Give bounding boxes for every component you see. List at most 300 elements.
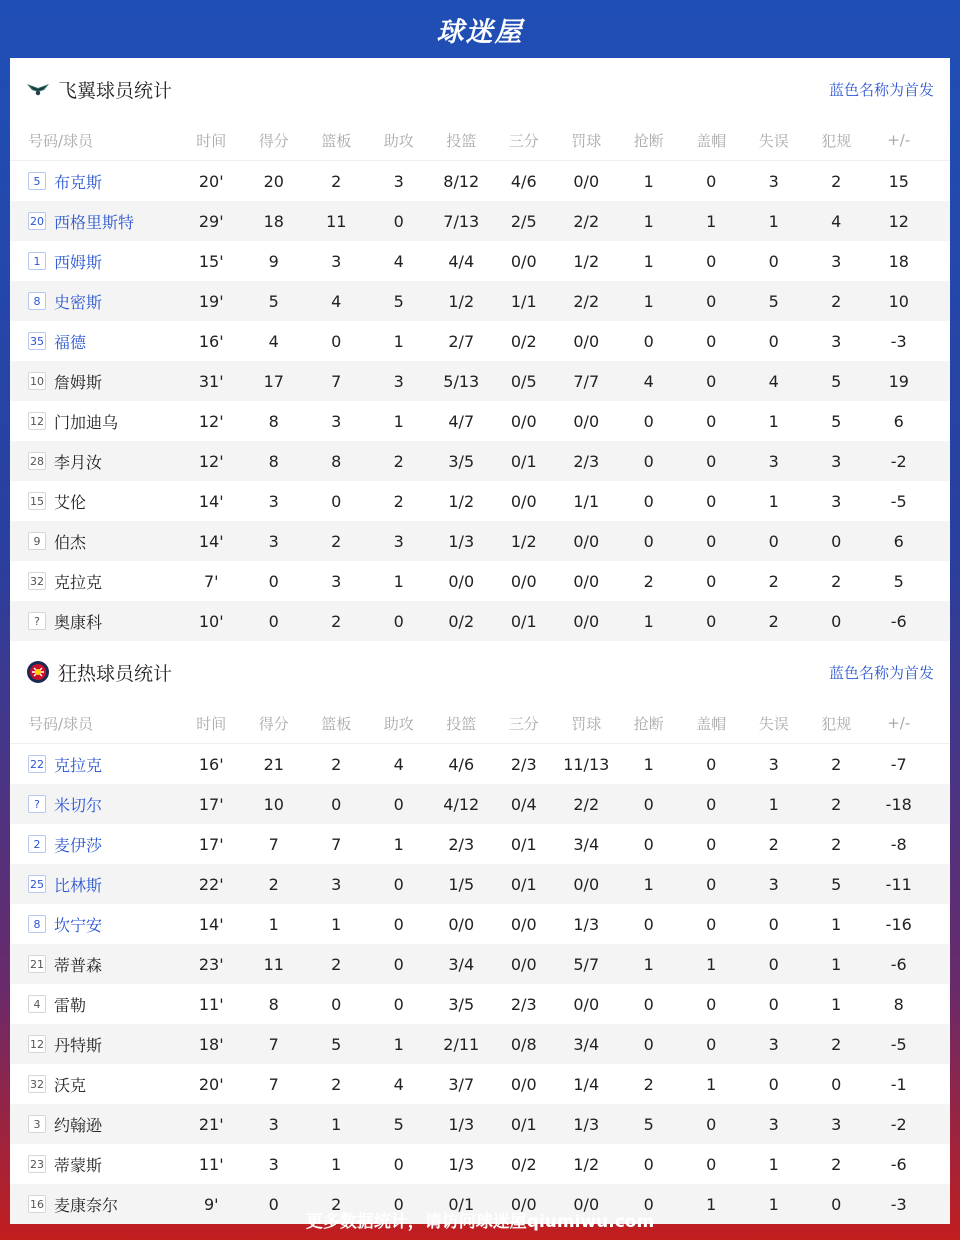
stat-cell: 8/12	[443, 171, 480, 191]
stat-cell: 0	[331, 491, 342, 511]
stat-cell: 14'	[198, 491, 224, 511]
stat-cell: 6	[893, 531, 904, 551]
stat-cell: 1	[643, 754, 654, 774]
stat-cell: 0	[831, 1194, 842, 1214]
stat-cell: 3/5	[448, 994, 475, 1014]
stats-card	[10, 58, 950, 1215]
stat-cell: 8	[268, 451, 279, 471]
stat-cell: 3	[831, 331, 842, 351]
player-cell	[10, 993, 180, 1016]
stat-cell: 3	[268, 1154, 279, 1174]
player-name[interactable]: 门加迪乌	[54, 412, 119, 432]
stat-cell: 1/2	[573, 251, 600, 271]
stat-cell: 0	[706, 171, 717, 191]
stat-cell: 4/12	[443, 794, 480, 814]
player-cell	[10, 953, 180, 976]
stat-cell: 0/0	[510, 491, 537, 511]
player-row[interactable]	[10, 824, 950, 864]
stat-cell: 29'	[198, 211, 224, 231]
stat-cell: 1	[768, 491, 779, 511]
jersey-number-badge: 8	[28, 915, 46, 933]
stat-cell: 0	[643, 411, 654, 431]
stat-cell: 0/0	[448, 571, 475, 591]
stat-cell: 3	[831, 451, 842, 471]
stat-cell: 10	[263, 794, 284, 814]
stat-cell: 0	[706, 754, 717, 774]
stat-cell: 0/8	[510, 1034, 537, 1054]
jersey-number-badge: 23	[28, 1155, 46, 1173]
stat-cell: 18	[888, 251, 909, 271]
stat-cell: 0	[643, 451, 654, 471]
player-cell	[10, 170, 180, 193]
jersey-number-badge: 12	[28, 412, 46, 430]
stat-cell: -6	[890, 954, 907, 974]
stat-cell: 1	[331, 1114, 342, 1134]
stat-cell: 0/0	[573, 571, 600, 591]
stat-cell: -1	[890, 1074, 907, 1094]
section-header	[10, 641, 950, 703]
player-cell	[10, 753, 180, 776]
stat-cell: 1	[393, 411, 404, 431]
stat-cell: 7/13	[443, 211, 480, 231]
column-header: 号码/球员	[28, 131, 94, 150]
stat-cell: 1	[831, 954, 842, 974]
stat-cell: 4/4	[448, 251, 475, 271]
stat-cell: 0/0	[510, 954, 537, 974]
stat-cell: 18'	[198, 1034, 224, 1054]
player-row[interactable]	[10, 561, 950, 601]
player-cell	[10, 210, 180, 233]
stat-cell: 0	[706, 411, 717, 431]
stat-cell: 2	[393, 491, 404, 511]
stat-cell: 2/2	[573, 794, 600, 814]
column-header: 三分	[508, 131, 539, 150]
player-cell	[10, 530, 180, 553]
stat-cell: 3	[831, 251, 842, 271]
stat-cell: 0/0	[573, 874, 600, 894]
player-name[interactable]: 伯杰	[54, 532, 87, 552]
stat-cell: 0	[643, 914, 654, 934]
stat-cell: 1	[393, 571, 404, 591]
player-row[interactable]	[10, 241, 950, 281]
player-name[interactable]: 詹姆斯	[54, 372, 103, 392]
stat-cell: 19'	[198, 291, 224, 311]
stat-cell: 0	[706, 834, 717, 854]
stat-cell: 0	[393, 994, 404, 1014]
stat-cell: 5	[643, 1114, 654, 1134]
column-header: 助攻	[383, 714, 414, 733]
stat-cell: 0/2	[510, 1154, 537, 1174]
player-row[interactable]	[10, 281, 950, 321]
stat-cell: 4	[393, 251, 404, 271]
stat-cell: 3	[331, 251, 342, 271]
stat-cell: 3	[331, 571, 342, 591]
column-header: 罚球	[571, 131, 602, 150]
player-row[interactable]	[10, 601, 950, 641]
stat-cell: 1	[331, 1154, 342, 1174]
stat-cell: 7	[268, 834, 279, 854]
stat-cell: 0	[393, 794, 404, 814]
stat-cell: 3	[393, 531, 404, 551]
column-header: 三分	[508, 714, 539, 733]
stat-cell: 4	[393, 754, 404, 774]
player-row[interactable]	[10, 521, 950, 561]
starter-note: 蓝色名称为首发	[828, 80, 934, 99]
stat-cell: 7	[331, 834, 342, 854]
stat-cell: 2	[331, 171, 342, 191]
stat-cell: 1	[268, 914, 279, 934]
player-cell	[10, 370, 180, 393]
stat-cell: 0	[706, 1114, 717, 1134]
stat-cell: 1	[706, 1194, 717, 1214]
column-header: 得分	[258, 714, 289, 733]
stat-cell: 3	[768, 1034, 779, 1054]
stat-cell: 5	[831, 371, 842, 391]
stat-cell: 1	[643, 954, 654, 974]
stat-cell: 0/0	[510, 571, 537, 591]
stat-cell: 0	[706, 251, 717, 271]
column-header: +/-	[887, 131, 911, 149]
stat-cell: 0/1	[510, 874, 537, 894]
stat-cell: 15'	[198, 251, 224, 271]
column-header-row	[10, 120, 950, 160]
column-header: 盖帽	[696, 131, 727, 150]
jersey-number-badge: 2	[28, 835, 46, 853]
stat-cell: 3	[331, 874, 342, 894]
stat-cell: 9'	[203, 1194, 219, 1214]
player-cell	[10, 1153, 180, 1176]
player-row[interactable]	[10, 744, 950, 784]
player-row[interactable]	[10, 1024, 950, 1064]
stat-cell: 12'	[198, 451, 224, 471]
column-header: 犯规	[821, 714, 852, 733]
player-cell	[10, 490, 180, 513]
stat-cell: 2/3	[510, 994, 537, 1014]
starter-note: 蓝色名称为首发	[828, 663, 934, 682]
stat-cell: 11'	[198, 1154, 224, 1174]
stat-cell: 1	[393, 834, 404, 854]
player-name[interactable]: 约翰逊	[54, 1115, 103, 1135]
column-header: 时间	[196, 131, 227, 150]
jersey-number-badge: 28	[28, 452, 46, 470]
stat-cell: 23'	[198, 954, 224, 974]
stat-cell: 0/1	[448, 1194, 475, 1214]
stat-cell: 2	[831, 1034, 842, 1054]
player-row[interactable]	[10, 161, 950, 201]
stat-cell: 3/5	[448, 451, 475, 471]
stat-cell: 3	[268, 1114, 279, 1134]
player-row[interactable]	[10, 201, 950, 241]
player-row[interactable]	[10, 321, 950, 361]
player-name[interactable]: 克拉克	[54, 572, 103, 592]
player-cell	[10, 290, 180, 313]
stat-cell: 2	[831, 291, 842, 311]
stat-cell: 11/13	[563, 754, 610, 774]
player-name[interactable]: 福德	[54, 332, 87, 352]
stat-cell: 3	[268, 491, 279, 511]
stat-cell: 0	[393, 1194, 404, 1214]
stat-cell: -16	[885, 914, 912, 934]
footer-banner[interactable]: 更多数据统计，请访问球迷屋qiumiwu.com	[305, 1211, 655, 1232]
player-name[interactable]: 艾伦	[54, 492, 87, 512]
stat-cell: 2	[768, 611, 779, 631]
stat-cell: 19	[888, 371, 909, 391]
player-name[interactable]: 比林斯	[54, 875, 103, 895]
stat-cell: 2	[331, 754, 342, 774]
stat-cell: 3	[331, 411, 342, 431]
stat-cell: -8	[890, 834, 907, 854]
stat-cell: 0/0	[510, 411, 537, 431]
stat-cell: 0	[643, 1034, 654, 1054]
player-cell	[10, 250, 180, 273]
team-sections	[10, 58, 950, 1224]
stat-cell: 0	[706, 331, 717, 351]
stat-cell: 1	[768, 794, 779, 814]
player-row[interactable]	[10, 784, 950, 824]
stat-cell: 0	[706, 571, 717, 591]
stat-cell: 9	[268, 251, 279, 271]
stat-cell: 17	[263, 371, 284, 391]
column-header: 助攻	[383, 131, 414, 150]
stat-cell: 5	[393, 1114, 404, 1134]
stat-cell: 20	[263, 171, 284, 191]
team-title: 狂热球员统计	[58, 662, 173, 685]
stat-cell: 20'	[198, 1074, 224, 1094]
stat-cell: 2/11	[443, 1034, 480, 1054]
stat-cell: 1/3	[448, 1154, 475, 1174]
stat-cell: 0	[393, 1154, 404, 1174]
stat-cell: 1	[768, 411, 779, 431]
stat-cell: 0/1	[510, 1114, 537, 1134]
stat-cell: 0/0	[510, 1074, 537, 1094]
stat-cell: 3	[831, 491, 842, 511]
player-name[interactable]: 雷勒	[54, 995, 87, 1015]
stat-cell: -6	[890, 1154, 907, 1174]
stat-cell: 7	[268, 1034, 279, 1054]
stat-cell: 2/5	[510, 211, 537, 231]
stat-cell: 0/0	[573, 331, 600, 351]
wings-logo-icon	[26, 77, 50, 101]
stat-cell: 0	[643, 994, 654, 1014]
player-name[interactable]: 麦康奈尔	[54, 1195, 119, 1215]
stat-cell: 2	[643, 571, 654, 591]
jersey-number-badge: 5	[28, 172, 46, 190]
jersey-number-badge: 16	[28, 1195, 46, 1213]
player-name[interactable]: 米切尔	[54, 795, 103, 815]
stat-cell: 3/4	[448, 954, 475, 974]
stat-cell: 1/3	[573, 914, 600, 934]
stat-cell: 3/7	[448, 1074, 475, 1094]
team-section	[10, 641, 950, 1224]
player-row[interactable]	[10, 984, 950, 1024]
jersey-number-badge: 9	[28, 532, 46, 550]
stat-cell: 17'	[198, 834, 224, 854]
stat-cell: -3	[890, 1194, 907, 1214]
column-header: 盖帽	[696, 714, 727, 733]
player-cell	[10, 410, 180, 433]
stat-cell: 16'	[198, 754, 224, 774]
stat-cell: 0	[643, 1154, 654, 1174]
stat-cell: 0	[331, 331, 342, 351]
stat-cell: -18	[885, 794, 912, 814]
stat-cell: 0/4	[510, 794, 537, 814]
stat-cell: 1	[706, 954, 717, 974]
player-row[interactable]	[10, 864, 950, 904]
fever-logo-icon	[26, 660, 50, 684]
stat-cell: 1	[643, 171, 654, 191]
stat-cell: 5	[831, 411, 842, 431]
brand-logo-text: 球迷屋	[436, 16, 524, 48]
stat-cell: 12	[888, 211, 909, 231]
stat-cell: 0	[331, 994, 342, 1014]
column-header: +/-	[887, 714, 911, 732]
player-cell	[10, 450, 180, 473]
stat-cell: 0/0	[573, 611, 600, 631]
player-name[interactable]: 沃克	[54, 1075, 87, 1095]
stat-cell: 5	[768, 291, 779, 311]
player-row[interactable]	[10, 1144, 950, 1184]
stat-cell: 3	[768, 451, 779, 471]
jersey-number-badge: 20	[28, 212, 46, 230]
stat-cell: 0	[768, 251, 779, 271]
stat-cell: 5	[331, 1034, 342, 1054]
player-name[interactable]: 丹特斯	[54, 1035, 103, 1055]
stat-cell: 1	[643, 874, 654, 894]
player-name[interactable]: 麦伊莎	[54, 835, 103, 855]
stat-cell: 0	[831, 611, 842, 631]
stat-cell: 0/0	[573, 171, 600, 191]
stat-cell: 0/0	[573, 1194, 600, 1214]
stat-cell: 1/3	[573, 1114, 600, 1134]
player-row[interactable]	[10, 1064, 950, 1104]
stat-cell: -5	[890, 491, 907, 511]
stat-cell: 0	[643, 531, 654, 551]
jersey-number-badge: 4	[28, 995, 46, 1013]
player-name[interactable]: 坎宁安	[54, 915, 103, 935]
stat-cell: 7'	[203, 571, 219, 591]
stat-cell: 3	[768, 874, 779, 894]
stat-cell: 1/2	[510, 531, 537, 551]
stat-cell: 1/1	[573, 491, 600, 511]
stat-cell: 10	[888, 291, 909, 311]
stat-cell: 2	[831, 171, 842, 191]
player-name[interactable]: 蒂蒙斯	[54, 1155, 103, 1175]
stat-cell: -2	[890, 451, 907, 471]
stat-cell: 0	[706, 1154, 717, 1174]
player-row[interactable]	[10, 401, 950, 441]
stat-cell: 0	[393, 211, 404, 231]
stat-cell: 0	[768, 914, 779, 934]
stat-cell: 5/13	[443, 371, 480, 391]
player-name[interactable]: 西姆斯	[54, 252, 103, 272]
stat-cell: 2	[268, 874, 279, 894]
player-row[interactable]	[10, 904, 950, 944]
stat-cell: 2	[831, 794, 842, 814]
stat-cell: 0	[643, 1194, 654, 1214]
stat-cell: 6	[893, 411, 904, 431]
jersey-number-badge: 12	[28, 1035, 46, 1053]
player-cell	[10, 330, 180, 353]
stat-cell: 0	[768, 954, 779, 974]
stat-cell: 8	[893, 994, 904, 1014]
player-name[interactable]: 蒂普森	[54, 955, 103, 975]
stat-cell: 7	[331, 371, 342, 391]
team-title-group	[26, 659, 172, 686]
stat-cell: 1/3	[448, 531, 475, 551]
stat-cell: 0	[393, 611, 404, 631]
stat-cell: 11'	[198, 994, 224, 1014]
player-name[interactable]: 奥康科	[54, 612, 103, 632]
stat-cell: 10'	[198, 611, 224, 631]
jersey-number-badge: 3	[28, 1115, 46, 1133]
player-row[interactable]	[10, 481, 950, 521]
stat-cell: -2	[890, 1114, 907, 1134]
player-name[interactable]: 布克斯	[54, 172, 103, 192]
stat-cell: 0	[643, 834, 654, 854]
stat-cell: 1	[706, 1074, 717, 1094]
stat-cell: 1/5	[448, 874, 475, 894]
section-header	[10, 58, 950, 120]
player-row[interactable]	[10, 361, 950, 401]
stat-cell: 3/4	[573, 834, 600, 854]
stat-cell: 0/1	[510, 451, 537, 471]
stat-cell: 0	[268, 571, 279, 591]
stat-cell: 1	[831, 994, 842, 1014]
stat-cell: 15	[888, 171, 909, 191]
player-name[interactable]: 西格里斯特	[54, 212, 135, 232]
player-name[interactable]: 史密斯	[54, 292, 103, 312]
column-header-row	[10, 703, 950, 743]
stat-cell: 20'	[198, 171, 224, 191]
stat-cell: 5/7	[573, 954, 600, 974]
stat-cell: 4/7	[448, 411, 475, 431]
stat-cell: 1	[393, 331, 404, 351]
stat-cell: 2	[831, 834, 842, 854]
player-row[interactable]	[10, 1104, 950, 1144]
player-name[interactable]: 克拉克	[54, 755, 103, 775]
jersey-number-badge: 35	[28, 332, 46, 350]
stat-cell: 1	[768, 211, 779, 231]
stat-cell: 3	[268, 531, 279, 551]
player-name[interactable]: 李月汝	[54, 452, 103, 472]
stat-cell: -6	[890, 611, 907, 631]
stat-cell: 3	[393, 171, 404, 191]
jersey-number-badge: 10	[28, 372, 46, 390]
stat-cell: 0/0	[510, 251, 537, 271]
stat-cell: 3	[768, 754, 779, 774]
stat-cell: 2/7	[448, 331, 475, 351]
stat-cell: 0/0	[573, 531, 600, 551]
stat-cell: 5	[893, 571, 904, 591]
player-row[interactable]	[10, 441, 950, 481]
player-cell	[10, 793, 180, 816]
stat-cell: 2/3	[510, 754, 537, 774]
stat-cell: 1	[331, 914, 342, 934]
stat-cell: 1	[643, 291, 654, 311]
stat-cell: 0/0	[448, 914, 475, 934]
stat-cell: 0	[268, 611, 279, 631]
jersey-number-badge: 1	[28, 252, 46, 270]
player-row[interactable]	[10, 944, 950, 984]
stat-cell: 0/0	[573, 411, 600, 431]
stat-cell: 0	[706, 611, 717, 631]
stat-cell: 11	[326, 211, 347, 231]
stat-cell: 0/0	[510, 1194, 537, 1214]
column-header: 罚球	[571, 714, 602, 733]
stat-cell: 17'	[198, 794, 224, 814]
stat-cell: 2	[643, 1074, 654, 1094]
stat-cell: 14'	[198, 531, 224, 551]
